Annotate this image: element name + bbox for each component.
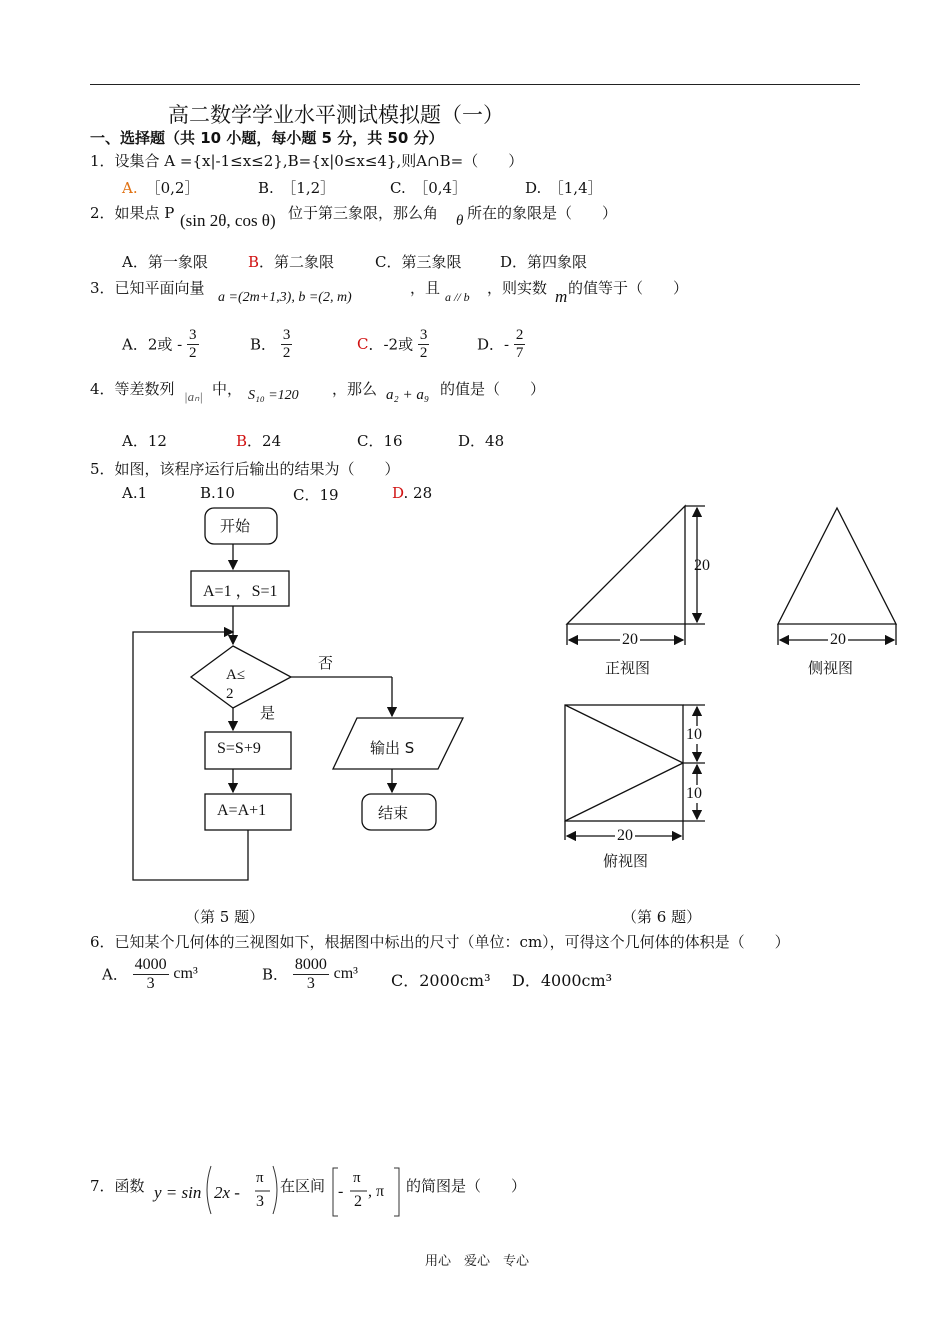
q5-option-d-letter: D <box>392 484 404 502</box>
q2-option-a: A．第一象限 <box>122 253 208 271</box>
side-view-shape <box>778 508 896 624</box>
q7-interval-pi: π <box>353 1170 361 1186</box>
flow-yes-label: 是 <box>260 704 276 722</box>
front-width-dim: 20 <box>622 631 638 648</box>
q7-interval-two: 2 <box>354 1193 362 1210</box>
q3-option-c-text: ．-2或 <box>368 335 414 354</box>
q4-option-a: A．12 <box>122 432 167 450</box>
q7-pi-numerator: π <box>256 1170 264 1186</box>
q3-option-d-denominator: 7 <box>515 344 524 361</box>
top-view-label: 俯视图 <box>603 852 649 870</box>
q7-neg: - <box>338 1183 344 1200</box>
q6-option-b <box>262 956 358 992</box>
q6-option-a-text: A． <box>102 965 128 984</box>
q6-option-a-numerator: 4000 <box>134 956 167 973</box>
question-6-stem: 6．已知某个几何体的三视图如下，根据图中标出的尺寸（单位：cm），可得这个几何体的体积是（ ） <box>90 933 790 951</box>
flow-init-label: A=1 ，S=1 <box>203 583 278 600</box>
question-7-stem-a: 7．函数 <box>90 1177 145 1195</box>
top-upper-dim: 10 <box>686 726 702 743</box>
q3-option-b-denominator: 2 <box>282 344 291 361</box>
question-4-stem-c: ，那么 <box>332 380 378 398</box>
q2-theta: θ <box>456 213 464 229</box>
q6-option-a-denominator: 3 <box>146 974 155 992</box>
side-view-label: 侧视图 <box>808 659 854 677</box>
q2-option-d: D．第四象限 <box>500 253 588 271</box>
figure-6-caption: （第 6 题） <box>622 908 702 926</box>
front-view-label: 正视图 <box>605 659 651 677</box>
page-footer: 用心 爱心 专心 <box>425 1254 530 1269</box>
question-7-stem-b: 在区间 <box>280 1177 326 1195</box>
flow-condition-value: 2 <box>226 686 234 702</box>
question-7-stem-c: 的简图是（ ） <box>406 1177 527 1195</box>
q1-option-b: B. ［1,2］ <box>258 179 336 197</box>
q1-option-c: C. ［0,4］ <box>390 179 468 197</box>
q3-option-b-numerator: 3 <box>282 327 291 343</box>
q6-option-c: C．2000cm³ <box>391 971 491 990</box>
flow-end-label: 结束 <box>378 804 409 822</box>
q6-option-a <box>102 956 198 992</box>
q3-m: m <box>555 287 568 306</box>
question-3-stem-d: 的值等于（ ） <box>568 279 689 297</box>
q4-option-b-letter: B <box>236 432 248 450</box>
question-4-stem-b: 中， <box>212 380 243 398</box>
q3-option-c-denominator: 2 <box>419 344 428 361</box>
top-width-dim: 20 <box>617 827 633 844</box>
q3-option-a-numerator: 3 <box>189 327 197 343</box>
q1-option-d: D. ［1,4］ <box>525 179 603 197</box>
q5-option-a: A.1 <box>122 484 148 502</box>
q3-option-d-text: D．- <box>477 335 510 354</box>
q3-option-a-denominator: 2 <box>189 344 197 361</box>
q6-option-a-fraction <box>133 956 169 992</box>
question-4-stem-d: 的值是（ ） <box>440 380 546 398</box>
q7-arg <box>214 1183 240 1203</box>
q3-option-c-numerator: 3 <box>419 327 428 343</box>
question-2-stem-c: 所在的象限是（ ） <box>467 204 618 222</box>
q7-func: y = sin <box>154 1183 202 1202</box>
q1-option-a-text: ［0,2］ <box>145 179 200 197</box>
flow-step2-label: A=A+1 <box>217 802 267 819</box>
question-4-stem-a: 4．等差数列 <box>90 380 175 398</box>
q2-option-b-letter: B <box>248 253 260 271</box>
q7-interval-end: , π <box>368 1183 385 1200</box>
q3-option-c-letter: C <box>357 335 369 353</box>
flow-step1-label: S=S+9 <box>217 740 261 757</box>
q3-vectors: a =(2m+1,3), b =(2, m) <box>218 290 352 305</box>
q4-sum: a₂ + a₉ <box>386 387 430 403</box>
front-view-shape <box>567 506 685 624</box>
q3-parallel: a // b <box>445 290 470 304</box>
q2-point: (sin 2θ, cos θ) <box>180 211 276 230</box>
q6-option-a-unit: cm³ <box>173 965 198 983</box>
q3-option-d-numerator: 2 <box>515 327 524 343</box>
question-2-stem-a: 2．如果点 P <box>90 204 175 222</box>
flow-no-label: 否 <box>318 654 334 672</box>
q1-option-a-letter: A. <box>122 179 138 197</box>
q4-option-b-text: ．24 <box>247 432 282 450</box>
question-3-stem-b: ，且 <box>410 279 441 297</box>
q6-option-b-numerator: 8000 <box>294 956 327 973</box>
q6-option-b-unit: cm³ <box>333 965 358 983</box>
question-5-stem: 5．如图，该程序运行后输出的结果为（ ） <box>90 460 400 478</box>
q3-option-b-text: B． <box>250 335 277 354</box>
q7-three-denominator: 3 <box>256 1193 264 1210</box>
top-view-shape <box>565 705 683 821</box>
front-height-dim: 20 <box>694 557 710 574</box>
top-lower-dim: 10 <box>686 785 702 802</box>
flow-output-label: 输出 S <box>370 739 415 757</box>
q6-option-b-denominator: 3 <box>306 974 315 992</box>
page-title: 高二数学学业水平测试模拟题（一） <box>168 103 504 127</box>
q5-option-d-text: . 28 <box>403 484 433 502</box>
q5-option-b: B.10 <box>200 484 235 502</box>
q4-option-c: C．16 <box>357 432 403 450</box>
flow-start-label: 开始 <box>220 517 251 535</box>
q6-option-b-text: B． <box>262 965 289 984</box>
question-3-stem-c: ，则实数 <box>487 279 548 297</box>
q3-option-a-text: A．2或 - <box>122 335 183 354</box>
q5-option-c: C．19 <box>293 486 339 504</box>
side-width-dim: 20 <box>830 631 846 648</box>
question-2-stem-b: 位于第三象限，那么角 <box>288 204 439 222</box>
question-3-stem-a: 3．已知平面向量 <box>90 279 205 297</box>
figure-5-caption: （第 5 题） <box>185 908 265 926</box>
q2-option-c: C．第三象限 <box>375 253 462 271</box>
q4-option-d: D．48 <box>458 432 505 450</box>
flow-condition-label: A≤ <box>226 667 246 683</box>
q6-option-b-fraction <box>293 956 329 992</box>
question-1-stem: 1．设集合 A ={x|-1≤x≤2},B={x|0≤x≤4},则A∩B=（ ） <box>90 152 524 170</box>
q2-option-b-text: ．第二象限 <box>259 253 335 271</box>
section-heading: 一、选择题（共 10 小题，每小题 5 分，共 50 分） <box>90 129 444 147</box>
q4-s10: S₁₀ =120 <box>248 388 299 403</box>
q4-seq: |aₙ| <box>184 389 203 404</box>
q6-option-d: D．4000cm³ <box>512 971 613 990</box>
q7-arg-text: 2x - <box>214 1183 240 1202</box>
